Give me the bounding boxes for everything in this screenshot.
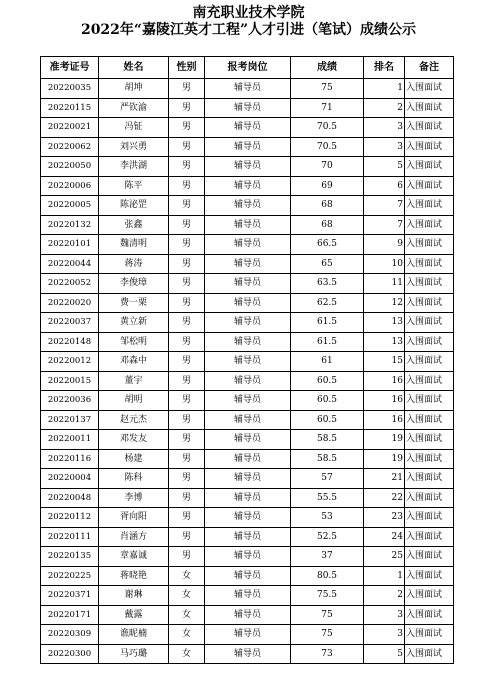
cell-note: 入围面试	[405, 508, 454, 528]
cell-rank: 16	[364, 391, 405, 411]
cell-id: 20220148	[41, 332, 99, 352]
cell-name: 谢琳	[99, 586, 169, 606]
cell-note: 入围面试	[405, 625, 454, 645]
cell-post: 辅导员	[205, 157, 291, 177]
cell-post: 辅导员	[205, 254, 291, 274]
cell-id: 20220116	[41, 449, 99, 469]
table-row	[41, 196, 454, 216]
cell-id: 20220048	[41, 488, 99, 508]
cell-score: 70	[291, 157, 364, 177]
cell-sex: 男	[169, 527, 205, 547]
cell-note: 入围面试	[405, 137, 454, 157]
cell-id: 20220137	[41, 410, 99, 430]
cell-id: 20220300	[41, 644, 99, 664]
table-row	[41, 98, 454, 118]
cell-sex: 男	[169, 137, 205, 157]
cell-rank: 5	[364, 157, 405, 177]
table-body	[41, 79, 454, 664]
cell-rank: 5	[364, 644, 405, 664]
cell-note: 入围面试	[405, 391, 454, 411]
cell-name: 蒋涛	[99, 254, 169, 274]
cell-id: 20220101	[41, 235, 99, 255]
cell-sex: 男	[169, 488, 205, 508]
cell-id: 20220115	[41, 98, 99, 118]
cell-score: 68	[291, 215, 364, 235]
cell-note: 入围面试	[405, 410, 454, 430]
cell-score: 61.5	[291, 313, 364, 333]
cell-name: 李洪湖	[99, 157, 169, 177]
cell-sex: 男	[169, 352, 205, 372]
cell-post: 辅导员	[205, 410, 291, 430]
cell-sex: 男	[169, 449, 205, 469]
cell-name: 戴露	[99, 605, 169, 625]
cell-note: 入围面试	[405, 527, 454, 547]
cell-name: 肖涵方	[99, 527, 169, 547]
cell-post: 辅导员	[205, 118, 291, 138]
table-row	[41, 254, 454, 274]
cell-name: 杨建	[99, 449, 169, 469]
cell-score: 55.5	[291, 488, 364, 508]
cell-sex: 男	[169, 274, 205, 294]
cell-note: 入围面试	[405, 196, 454, 216]
cell-id: 20220225	[41, 566, 99, 586]
cell-id: 20220171	[41, 605, 99, 625]
cell-score: 58.5	[291, 449, 364, 469]
cell-score: 71	[291, 98, 364, 118]
cell-sex: 男	[169, 176, 205, 196]
header-sex: 性别	[169, 57, 205, 79]
cell-score: 61.5	[291, 332, 364, 352]
cell-note: 入围面试	[405, 313, 454, 333]
cell-post: 辅导员	[205, 449, 291, 469]
cell-note: 入围面试	[405, 605, 454, 625]
cell-note: 入围面试	[405, 254, 454, 274]
cell-note: 入围面试	[405, 293, 454, 313]
cell-score: 60.5	[291, 410, 364, 430]
cell-score: 58.5	[291, 430, 364, 450]
cell-sex: 男	[169, 98, 205, 118]
cell-rank: 3	[364, 605, 405, 625]
cell-id: 20220052	[41, 274, 99, 294]
cell-score: 60.5	[291, 371, 364, 391]
cell-id: 20220371	[41, 586, 99, 606]
table-row	[41, 274, 454, 294]
cell-post: 辅导员	[205, 566, 291, 586]
header-id: 准考证号	[41, 57, 99, 79]
table-row	[41, 488, 454, 508]
cell-sex: 男	[169, 215, 205, 235]
cell-note: 入围面试	[405, 98, 454, 118]
cell-score: 63.5	[291, 274, 364, 294]
cell-score: 75	[291, 605, 364, 625]
table-row	[41, 332, 454, 352]
cell-note: 入围面试	[405, 586, 454, 606]
cell-rank: 2	[364, 98, 405, 118]
cell-post: 辅导员	[205, 79, 291, 99]
cell-name: 邹松明	[99, 332, 169, 352]
cell-post: 辅导员	[205, 391, 291, 411]
header-name: 姓名	[99, 57, 169, 79]
cell-id: 20220035	[41, 79, 99, 99]
cell-rank: 3	[364, 118, 405, 138]
cell-rank: 10	[364, 254, 405, 274]
cell-rank: 1	[364, 566, 405, 586]
cell-rank: 16	[364, 371, 405, 391]
table-row	[41, 293, 454, 313]
cell-name: 李博	[99, 488, 169, 508]
cell-post: 辅导员	[205, 293, 291, 313]
cell-name: 陈科	[99, 469, 169, 489]
cell-rank: 22	[364, 488, 405, 508]
cell-post: 辅导员	[205, 235, 291, 255]
table-row	[41, 235, 454, 255]
cell-rank: 24	[364, 527, 405, 547]
table-row	[41, 644, 454, 664]
table-row	[41, 79, 454, 99]
cell-score: 75	[291, 625, 364, 645]
cell-score: 70.5	[291, 118, 364, 138]
cell-note: 入围面试	[405, 644, 454, 664]
header-note: 备注	[405, 57, 454, 79]
cell-sex: 男	[169, 430, 205, 450]
cell-sex: 男	[169, 410, 205, 430]
cell-post: 辅导员	[205, 371, 291, 391]
cell-score: 52.5	[291, 527, 364, 547]
cell-rank: 6	[364, 176, 405, 196]
cell-sex: 女	[169, 566, 205, 586]
cell-score: 62.5	[291, 293, 364, 313]
cell-sex: 女	[169, 586, 205, 606]
cell-post: 辅导员	[205, 605, 291, 625]
header-score: 成绩	[291, 57, 364, 79]
cell-name: 赵元杰	[99, 410, 169, 430]
cell-note: 入围面试	[405, 449, 454, 469]
header-post: 报考岗位	[205, 57, 291, 79]
cell-note: 入围面试	[405, 547, 454, 567]
cell-name: 严钦渝	[99, 98, 169, 118]
cell-sex: 男	[169, 118, 205, 138]
cell-post: 辅导员	[205, 469, 291, 489]
document-title: 南充职业技术学院	[192, 5, 305, 21]
cell-id: 20220005	[41, 196, 99, 216]
cell-post: 辅导员	[205, 196, 291, 216]
cell-sex: 女	[169, 625, 205, 645]
cell-name: 黄立新	[99, 313, 169, 333]
cell-sex: 男	[169, 157, 205, 177]
cell-name: 陈泌罡	[99, 196, 169, 216]
cell-id: 20220135	[41, 547, 99, 567]
cell-sex: 男	[169, 371, 205, 391]
cell-name: 陈平	[99, 176, 169, 196]
table-row	[41, 215, 454, 235]
table-row	[41, 313, 454, 333]
cell-sex: 男	[169, 79, 205, 99]
cell-name: 刘兴勇	[99, 137, 169, 157]
cell-post: 辅导员	[205, 547, 291, 567]
cell-score: 68	[291, 196, 364, 216]
table-row	[41, 605, 454, 625]
cell-post: 辅导员	[205, 98, 291, 118]
cell-id: 20220015	[41, 371, 99, 391]
cell-sex: 男	[169, 547, 205, 567]
cell-sex: 女	[169, 644, 205, 664]
cell-score: 73	[291, 644, 364, 664]
cell-score: 37	[291, 547, 364, 567]
cell-score: 61	[291, 352, 364, 372]
table-row	[41, 391, 454, 411]
table-row	[41, 352, 454, 372]
cell-id: 20220011	[41, 430, 99, 450]
cell-post: 辅导员	[205, 215, 291, 235]
cell-rank: 21	[364, 469, 405, 489]
cell-name: 冯钲	[99, 118, 169, 138]
cell-rank: 13	[364, 313, 405, 333]
cell-note: 入围面试	[405, 118, 454, 138]
cell-post: 辅导员	[205, 430, 291, 450]
cell-score: 53	[291, 508, 364, 528]
cell-post: 辅导员	[205, 488, 291, 508]
cell-name: 费一栗	[99, 293, 169, 313]
table-row	[41, 157, 454, 177]
cell-score: 80.5	[291, 566, 364, 586]
cell-post: 辅导员	[205, 586, 291, 606]
cell-name: 胡坤	[99, 79, 169, 99]
cell-post: 辅导员	[205, 508, 291, 528]
cell-post: 辅导员	[205, 527, 291, 547]
cell-score: 75.5	[291, 586, 364, 606]
cell-id: 20220050	[41, 157, 99, 177]
cell-name: 邓森中	[99, 352, 169, 372]
score-table	[40, 56, 454, 664]
cell-name: 李俊璋	[99, 274, 169, 294]
cell-post: 辅导员	[205, 644, 291, 664]
cell-rank: 9	[364, 235, 405, 255]
cell-id: 20220112	[41, 508, 99, 528]
header-rank: 排名	[364, 57, 405, 79]
cell-score: 75	[291, 79, 364, 99]
cell-id: 20220006	[41, 176, 99, 196]
document-subtitle: 2022年“嘉陵江英才工程”人才引进（笔试）成绩公示	[80, 22, 417, 38]
cell-sex: 男	[169, 254, 205, 274]
cell-sex: 男	[169, 313, 205, 333]
cell-sex: 男	[169, 293, 205, 313]
cell-name: 胡明	[99, 391, 169, 411]
cell-rank: 7	[364, 215, 405, 235]
cell-rank: 12	[364, 293, 405, 313]
cell-name: 胥向阳	[99, 508, 169, 528]
table-row	[41, 449, 454, 469]
cell-rank: 15	[364, 352, 405, 372]
cell-sex: 男	[169, 469, 205, 489]
cell-rank: 25	[364, 547, 405, 567]
cell-id: 20220062	[41, 137, 99, 157]
cell-rank: 2	[364, 586, 405, 606]
cell-rank: 7	[364, 196, 405, 216]
cell-post: 辅导员	[205, 176, 291, 196]
cell-id: 20220012	[41, 352, 99, 372]
table-row	[41, 176, 454, 196]
table-row	[41, 430, 454, 450]
cell-note: 入围面试	[405, 469, 454, 489]
cell-note: 入围面试	[405, 430, 454, 450]
cell-id: 20220132	[41, 215, 99, 235]
cell-note: 入围面试	[405, 352, 454, 372]
cell-note: 入围面试	[405, 332, 454, 352]
cell-score: 66.5	[291, 235, 364, 255]
cell-score: 57	[291, 469, 364, 489]
cell-note: 入围面试	[405, 488, 454, 508]
cell-note: 入围面试	[405, 371, 454, 391]
cell-rank: 3	[364, 625, 405, 645]
cell-name: 蒋晓艳	[99, 566, 169, 586]
cell-post: 辅导员	[205, 137, 291, 157]
cell-post: 辅导员	[205, 274, 291, 294]
cell-sex: 男	[169, 332, 205, 352]
cell-rank: 13	[364, 332, 405, 352]
cell-sex: 男	[169, 391, 205, 411]
cell-sex: 男	[169, 235, 205, 255]
cell-sex: 男	[169, 508, 205, 528]
cell-rank: 16	[364, 410, 405, 430]
table-row	[41, 137, 454, 157]
cell-rank: 11	[364, 274, 405, 294]
cell-id: 20220036	[41, 391, 99, 411]
cell-id: 20220309	[41, 625, 99, 645]
cell-name: 马巧璐	[99, 644, 169, 664]
table-row	[41, 371, 454, 391]
table-row	[41, 469, 454, 489]
table-row	[41, 566, 454, 586]
cell-id: 20220020	[41, 293, 99, 313]
cell-name: 董宇	[99, 371, 169, 391]
cell-name: 邓发友	[99, 430, 169, 450]
cell-id: 20220111	[41, 527, 99, 547]
cell-rank: 19	[364, 430, 405, 450]
table-row	[41, 586, 454, 606]
cell-score: 69	[291, 176, 364, 196]
cell-rank: 3	[364, 137, 405, 157]
cell-id: 20220044	[41, 254, 99, 274]
cell-note: 入围面试	[405, 157, 454, 177]
cell-sex: 男	[169, 196, 205, 216]
table-row	[41, 547, 454, 567]
table-header-row	[41, 57, 454, 79]
table-row	[41, 625, 454, 645]
table-row	[41, 410, 454, 430]
table-row	[41, 118, 454, 138]
cell-note: 入围面试	[405, 566, 454, 586]
cell-post: 辅导员	[205, 352, 291, 372]
cell-id: 20220021	[41, 118, 99, 138]
cell-name: 谯昵楠	[99, 625, 169, 645]
cell-score: 60.5	[291, 391, 364, 411]
cell-post: 辅导员	[205, 313, 291, 333]
cell-sex: 女	[169, 605, 205, 625]
table-row	[41, 527, 454, 547]
cell-rank: 19	[364, 449, 405, 469]
cell-rank: 1	[364, 79, 405, 99]
cell-note: 入围面试	[405, 274, 454, 294]
cell-note: 入围面试	[405, 215, 454, 235]
cell-id: 20220004	[41, 469, 99, 489]
table-row	[41, 508, 454, 528]
cell-rank: 23	[364, 508, 405, 528]
cell-note: 入围面试	[405, 79, 454, 99]
cell-score: 70.5	[291, 137, 364, 157]
cell-note: 入围面试	[405, 176, 454, 196]
cell-name: 章嘉诚	[99, 547, 169, 567]
cell-post: 辅导员	[205, 625, 291, 645]
cell-note: 入围面试	[405, 235, 454, 255]
cell-id: 20220037	[41, 313, 99, 333]
cell-score: 65	[291, 254, 364, 274]
cell-name: 张鑫	[99, 215, 169, 235]
cell-post: 辅导员	[205, 332, 291, 352]
cell-name: 魏清明	[99, 235, 169, 255]
